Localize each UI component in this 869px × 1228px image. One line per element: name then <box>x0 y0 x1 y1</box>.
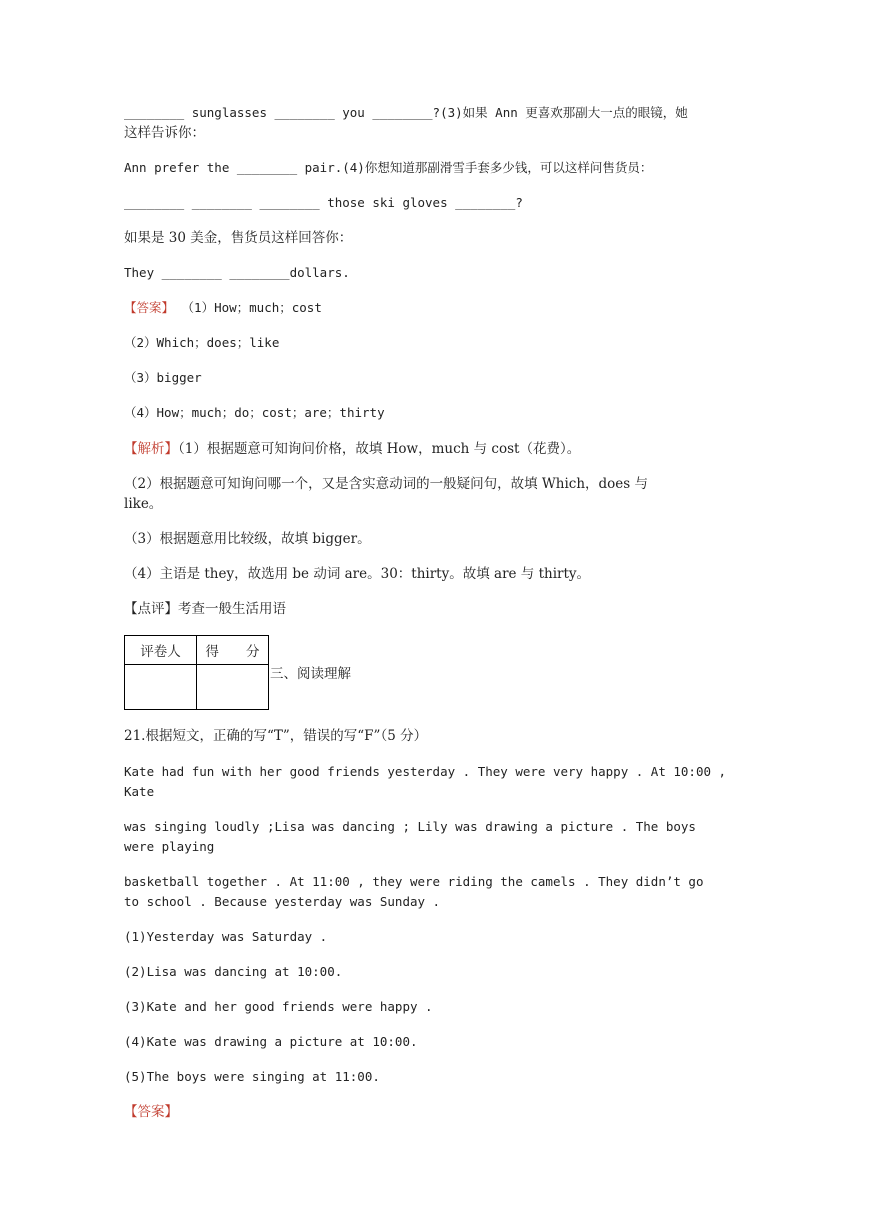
statement-1: (1)Yesterday was Saturday . <box>124 929 328 944</box>
passage-line-2b: were playing <box>124 839 215 854</box>
comment-line: 【点评】考查一般生活用语 <box>124 601 286 617</box>
question-line-2: 这样告诉你： <box>124 125 205 141</box>
grader-cell-score <box>197 665 269 710</box>
question-line-3: Ann prefer the ________ pair.(4)你想知道那副滑雪手套多少钱，可以这样问售货员： <box>124 160 653 175</box>
answer-line-1 <box>124 298 738 318</box>
analysis-line-2b: like。 <box>124 496 163 512</box>
statement-2: (2)Lisa was dancing at 10:00. <box>124 964 343 979</box>
passage-line-3a: basketball together . At 11:00 , they were riding the camels . They didn’t go <box>124 874 704 889</box>
answer-tag: 【答案】 <box>124 300 175 315</box>
answer-line-3: （3）bigger <box>124 370 202 385</box>
question-line-4: ________ ________ ________ those ski gloves ________? <box>124 195 523 210</box>
analysis-line-4: （4）主语是 they，故选用 be 动词 are。30：thirty。故填 are 与 thirty。 <box>124 566 591 582</box>
question-line-6: They ________ ________dollars. <box>124 265 350 280</box>
passage-line-3b: to school . Because yesterday was Sunday . <box>124 894 441 909</box>
question-line-5: 如果是 30 美金，售货员这样回答你： <box>124 230 353 246</box>
statement-5: (5)The boys were singing at 11:00. <box>124 1069 380 1084</box>
analysis-line-1 <box>124 439 738 459</box>
answer-tag-2: 【答案】 <box>124 1104 178 1120</box>
analysis-text-1: （1）根据题意可知询问价格，故填 How，much 与 cost（花费）。 <box>178 441 581 457</box>
question-21-header: 21.根据短文，正确的写“T”，错误的写“F”（5 分） <box>124 728 428 744</box>
grader-cell-reviewer <box>125 665 197 710</box>
answer-line-2: （2）Which；does；like <box>124 335 280 350</box>
passage-line-1b: Kate <box>124 784 155 799</box>
grader-header-reviewer: 评卷人 <box>125 636 197 665</box>
question-line-1: ________ sunglasses ________ you ________?(3)如果 Ann 更喜欢那副大一点的眼镜，她 <box>124 105 688 120</box>
passage-line-2a: was singing loudly ;Lisa was dancing ; Lily was drawing a picture . The boys <box>124 819 696 834</box>
answer-text-1: （1）How；much；cost <box>174 300 322 315</box>
statement-3: (3)Kate and her good friends were happy . <box>124 999 433 1014</box>
answer-line-4: （4）How；much；do；cost；are；thirty <box>124 405 385 420</box>
grader-header-score: 得 分 <box>197 636 269 665</box>
section-title: 三、阅读理解 <box>270 666 351 682</box>
grader-table <box>124 635 269 710</box>
analysis-tag: 【解析】 <box>124 441 178 457</box>
statement-4: (4)Kate was drawing a picture at 10:00. <box>124 1034 418 1049</box>
passage-line-1a: Kate had fun with her good friends yesterday . They were very happy . At 10:00 , <box>124 764 727 779</box>
analysis-line-2: （2）根据题意可知询问哪一个，又是含实意动词的一般疑问句，故填 Which，does 与 <box>124 476 649 492</box>
analysis-line-3: （3）根据题意用比较级，故填 bigger。 <box>124 531 371 547</box>
